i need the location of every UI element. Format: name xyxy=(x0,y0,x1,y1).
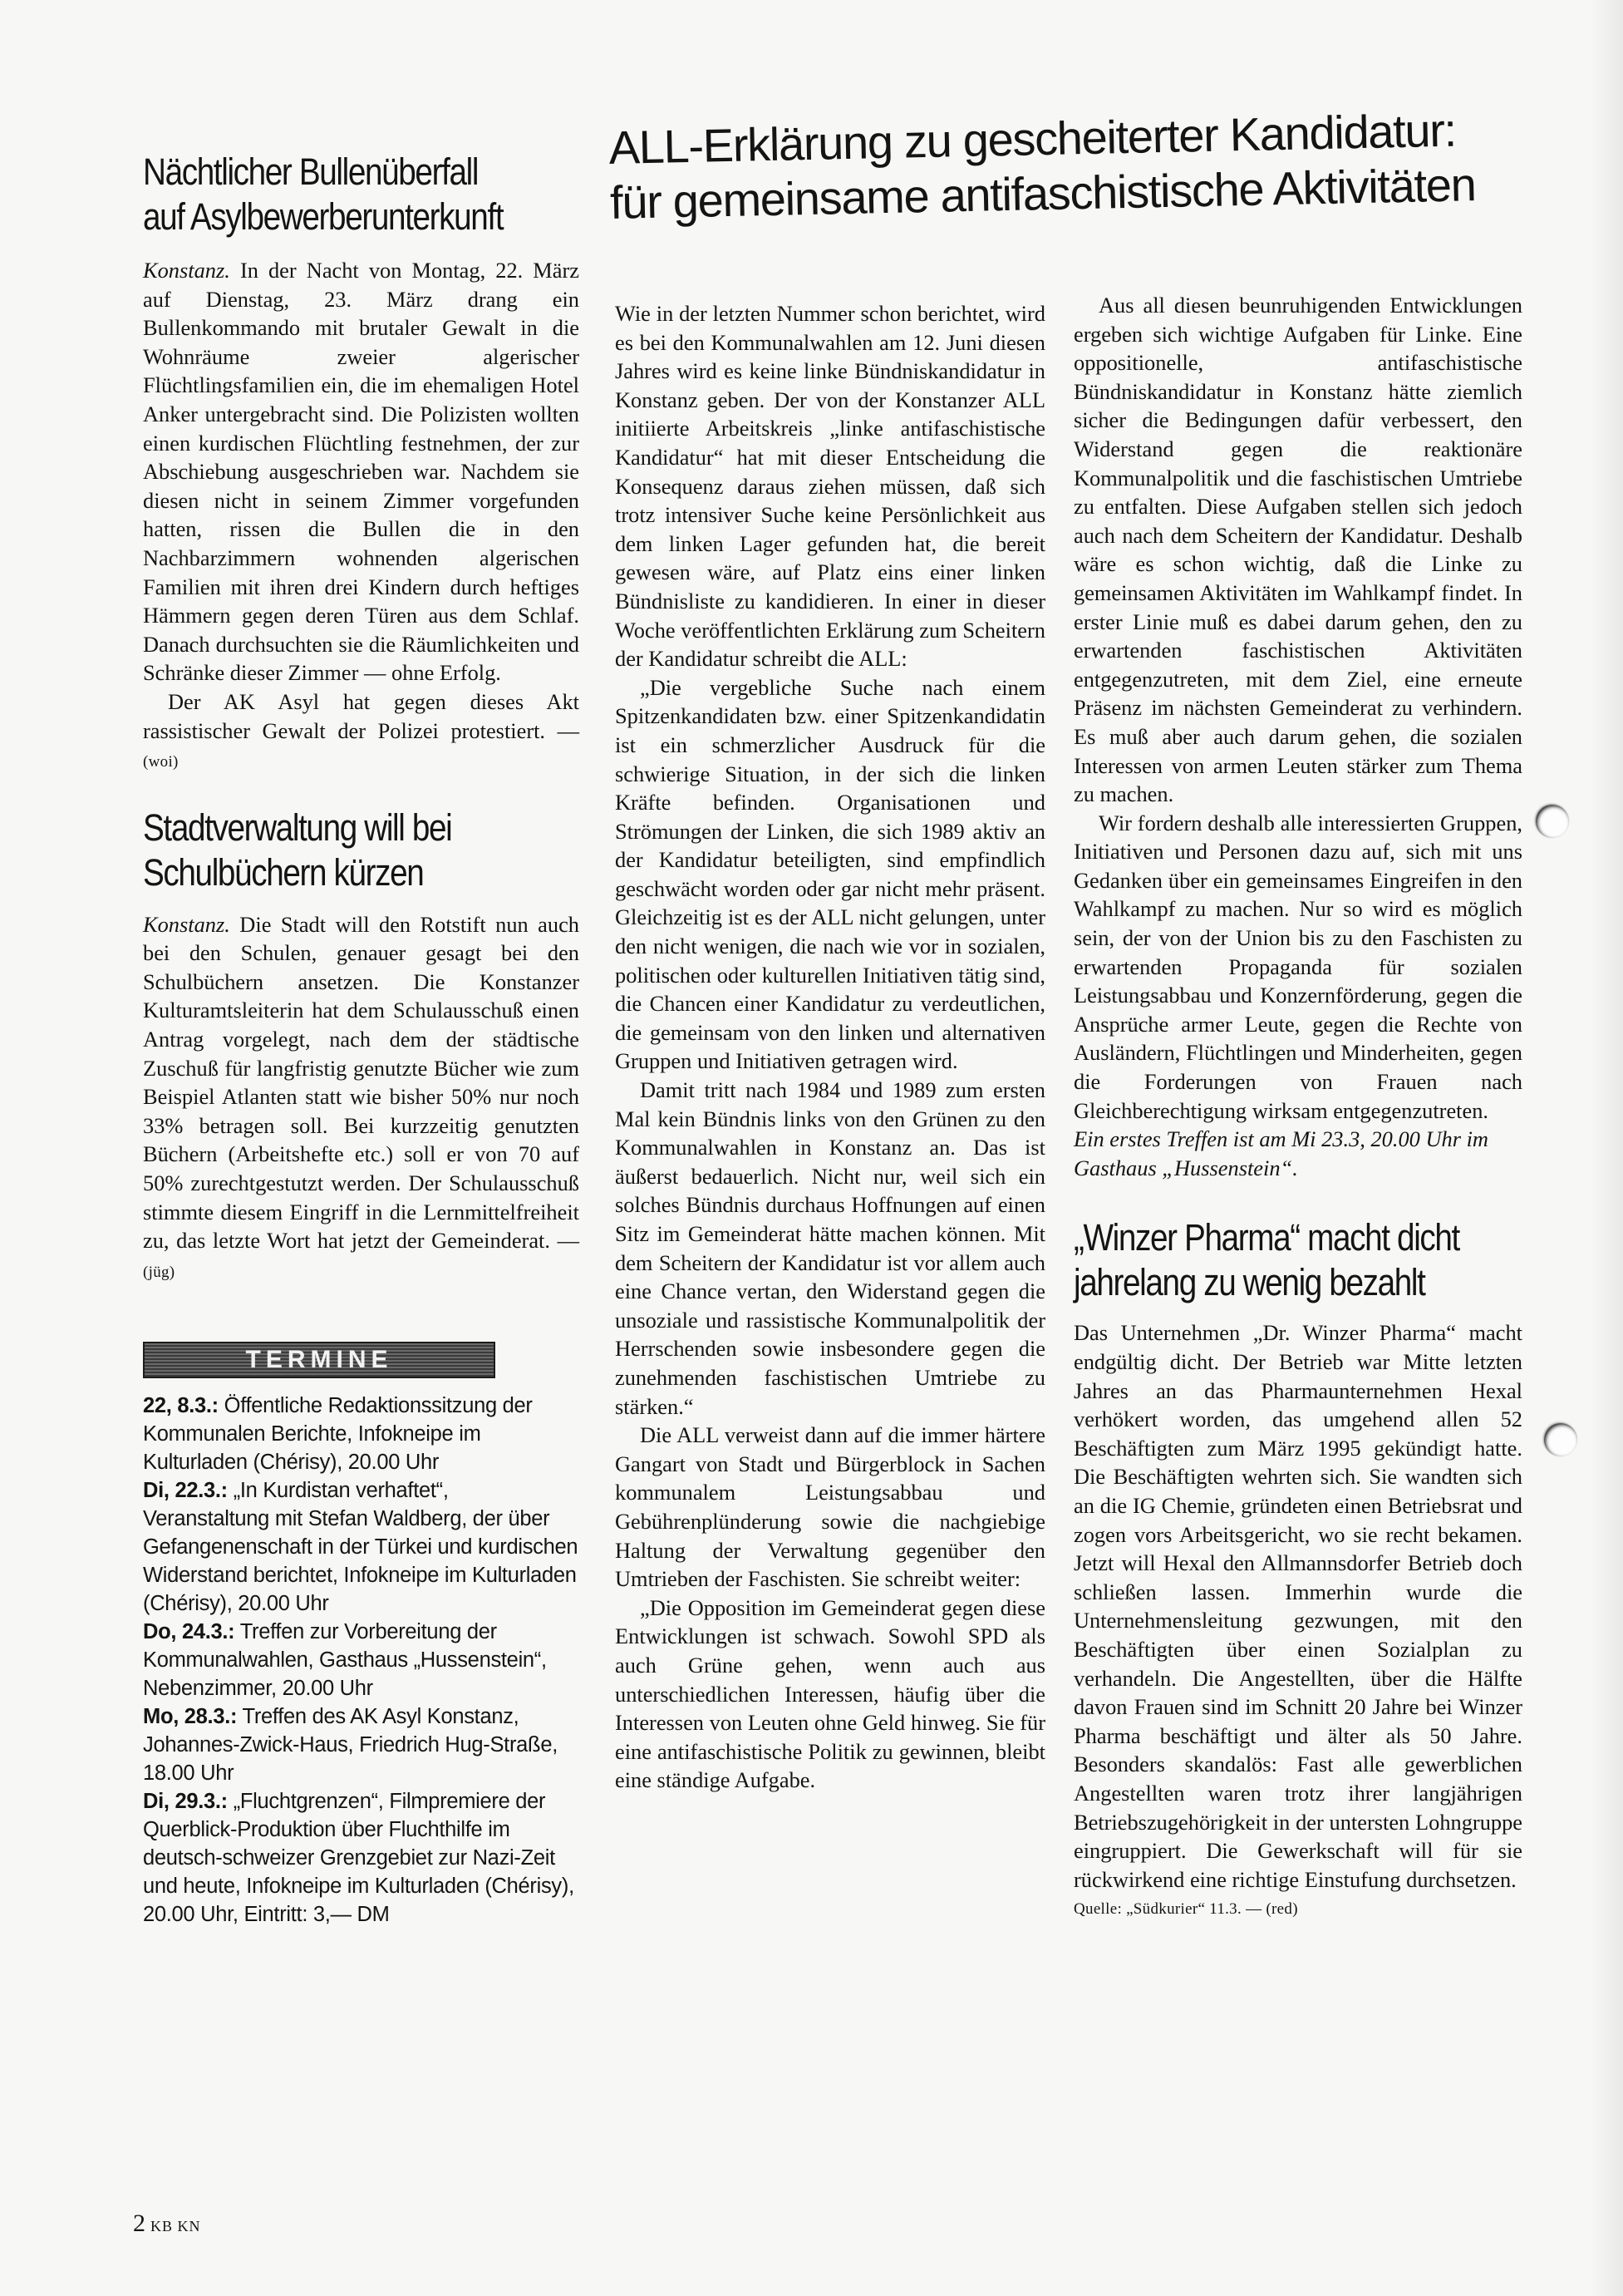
article-paragraph xyxy=(143,256,579,687)
paragraph-text: In der Nacht von Montag, 22. März auf Dienstag, 23. März drang ein Bullenkommando mit brutaler Gewalt in die Wohnräume zweier algerischer Flüchtlingsfamilien ein, die im ehemaligen Hotel Anker untergebracht sind. Die Polizisten wollten einen kurdischen Flüchtling festnehmen, der zur Abschiebung ausgeschrieben war. Nachdem sie diesen nicht in seinem Zimmer vorgefunden hatten, rissen die Bullen die in den Nachbarzimmern wohnenden algerischen Familien mit ihren drei Kindern durch heftiges Hämmern gegen deren Türen aus dem Schlaf. Danach durchsuchten sie die Räumlichkeiten und Schränke dieser Zimmer — ohne Erfolg. xyxy=(143,258,579,686)
termin-date: Do, 24.3.: xyxy=(143,1620,235,1644)
termine-section xyxy=(143,1342,579,1929)
article-winzer-pharma xyxy=(1074,1215,1522,1920)
termine-list xyxy=(143,1392,579,1929)
middle-column xyxy=(615,299,1045,1795)
right-column xyxy=(1074,291,1522,1920)
article-paragraph: Damit tritt nach 1984 und 1989 zum ersten Mal kein Bündnis links von den Grünen zu den Kommunalwahlen in Konstanz an. Das ist äußerst bedauerlich. Nicht nur, weil sich ein solches Bündnis durchaus Hoffnungen auf einen Sitz im Gemeinderat hätte machen können. Mit dem Scheitern der Kandidatur ist vor allem auch eine Chance vertan, den Widerstand gegen die unsoziale und rassistische Kommunalpolitik der Herrschenden sowie insbesondere gegen die zunehmenden faschistischen Umtriebe zu stärken.“ xyxy=(615,1077,1045,1419)
termin-text: Treffen des AK Asyl Konstanz, Johannes-Zwick-Haus, Friedrich Hug-Straße, 18.00 Uhr xyxy=(143,1705,558,1786)
termin-text: „Fluchtgrenzen“, Filmpremiere der Querblick-Produktion über Fluchthilfe im deutsch-schweizer Grenzgebiet zur Nazi-Zeit und heute, Infokneipe im Kulturladen (Chérisy), 20.00 Uhr, Eintritt: 3,— DM xyxy=(143,1790,574,1927)
article-paragraph: Die ALL verweist dann auf die immer härtere Gangart von Stadt und Bürgerblock in Sachen kommunalem Leistungsabbau und Gebührenplünderung sowie die nachgiebige Haltung der Verwaltung gegenüber den Umtrieben der Faschisten. Sie schreibt weiter: xyxy=(615,1422,1045,1592)
termine-header: TERMINE xyxy=(143,1342,495,1378)
termin-item xyxy=(143,1392,579,1476)
article-bullenueberfall xyxy=(143,150,579,777)
headline-schulbuecher xyxy=(143,806,586,895)
article-schulbuecher xyxy=(143,806,579,1288)
headline-line: auf Asylbewerberunterkunft xyxy=(143,195,504,238)
termin-text: „In Kurdistan verhaftet“, Veranstaltung mit Stefan Waldberg, der über Gefangenenschaft in der Türkei und kurdischen Widerstand berichtet, Infokneipe im Kulturladen (Chérisy), 20.00 Uhr xyxy=(143,1479,578,1616)
termin-date: Mo, 28.3.: xyxy=(143,1705,238,1729)
termin-text: Treffen zur Vorbereitung der Kommunalwahlen, Gasthaus „Hussenstein“, Nebenzimmer, 20.00 Uhr xyxy=(143,1620,547,1701)
termin-text: Öffentliche Redaktionssitzung der Kommunalen Berichte, Infokneipe im Kulturladen (Chérisy), 20.00 Uhr xyxy=(143,1394,533,1475)
headline-line: Schulbüchern kürzen xyxy=(143,850,424,894)
termin-date: Di, 22.3.: xyxy=(143,1479,228,1503)
article-paragraph: Wir fordern deshalb alle interessierten Gruppen, Initiativen und Personen dazu auf, sich mit uns Gedanken über ein gemeinsames Eingreifen in den Wahlkampf zu machen. Nur so wird es möglich sein, der von der Union bis zu den Faschisten zu erwartenden Propaganda für sozialen Leistungsabbau und Konzernförderung, gegen die Ansprüche armer Leute, gegen die Rechte von Ausländern, Flüchtlingen und Minderheiten, gegen die Forderungen von Frauen nach Gleichberechtigung wirksam entgegenzutreten. xyxy=(1074,810,1522,1123)
main-headline xyxy=(608,101,1542,230)
author-signature: (woi) xyxy=(143,753,179,771)
punch-hole xyxy=(1536,805,1569,838)
article-paragraph: Wie in der letzten Nummer schon berichtet, wird es bei den Kommunalwahlen am 12. Juni diesen Jahres wird es keine linke Bündniskandidatur in Konstanz geben. Der von der Konstanzer ALL initiierte Arbeitskreis „linke antifaschistische Kandidatur“ hat mit dieser Entscheidung die Konsequenz daraus ziehen müssen, daß sich trotz intensiver Suche keine Persönlichkeit aus dem linken Lager gefunden hat, die bereit gewesen wäre, auf Platz eins einer linken Bündnisliste zu kandidieren. In einer in dieser Woche veröffentlichten Erklärung zum Scheitern der Kandidatur schreibt die ALL: xyxy=(615,301,1045,672)
headline-line: Stadtverwaltung will bei xyxy=(143,806,452,849)
paragraph-text: Der AK Asyl hat gegen dieses Akt rassistischer Gewalt der Polizei protestiert. — xyxy=(143,688,579,743)
termin-item xyxy=(143,1476,579,1618)
termin-item xyxy=(143,1787,579,1929)
headline-line: jahrelang zu wenig bezahlt xyxy=(1074,1261,1425,1304)
punch-hole xyxy=(1544,1423,1577,1456)
headline-bullenueberfall xyxy=(143,150,586,239)
article-paragraph xyxy=(143,910,579,1288)
source-line: Quelle: „Südkurier“ 11.3. — (red) xyxy=(1074,1900,1298,1919)
termin-item xyxy=(143,1618,579,1702)
dateline: Konstanz. xyxy=(143,911,230,937)
article-paragraph: „Die vergebliche Suche nach einem Spitzenkandidaten bzw. einer Spitzenkandidatin ist ein schmerzlicher Ausdruck für die schwierige Situation, in der sich die linken Kräfte befinden. Organisationen und Strömungen der Linken, die sich 1989 aktiv an der Kandidatur beteiligten, sind empfindlich geschwächt worden oder gar nicht mehr präsent. Gleichzeitig ist es der ALL nicht gelungen, unter den nicht wenigen, die nach wie vor in sozialen, politischen oder kulturellen Initiativen tätig sind, die Chancen einer Kandidatur zu verdeutlichen, die gemeinsam von den linken und alternativen Gruppen und Initiativen getragen wird. xyxy=(615,674,1045,1074)
headline-winzer-pharma xyxy=(1074,1215,1517,1305)
page-footer xyxy=(133,2210,201,2238)
headline-line: ALL-Erklärung zu gescheiterter Kandidatur: xyxy=(608,103,1457,174)
headline-line: „Winzer Pharma“ macht dicht xyxy=(1074,1216,1459,1259)
termin-item xyxy=(143,1702,579,1787)
headline-line: für gemeinsame antifaschistische Aktivitäten xyxy=(609,158,1477,229)
dateline: Konstanz. xyxy=(143,258,230,283)
article-paragraph xyxy=(143,687,579,777)
meeting-invitation: Ein erstes Treffen ist am Mi 23.3, 20.00 Uhr im Gasthaus „Hussenstein“. xyxy=(1074,1126,1488,1180)
article-paragraph: „Die Opposition im Gemeinderat gegen diese Entwicklungen ist schwach. Sowohl SPD als auch Grüne gehen, wenn auch aus unterschiedlichen Interessen, häufig über die Interessen von Leuten ohne Geld hinweg. Sie für eine antifaschistische Politik zu gewinnen, bleibt eine ständige Aufgabe. xyxy=(615,1594,1045,1793)
publication-code: KB KN xyxy=(150,2218,201,2234)
page-number: 2 xyxy=(133,2210,145,2237)
left-column xyxy=(143,150,579,1929)
headline-line: Nächtlicher Bullenüberfall xyxy=(143,150,479,193)
author-signature: (jüg) xyxy=(143,1263,175,1281)
article-paragraph: Aus all diesen beunruhigenden Entwicklungen ergeben sich wichtige Aufgaben für Linke. Eine oppositionelle, antifaschistische Bündniskandidatur in Konstanz hätte ziemlich sicher die Bedingungen dafür verbessert, den Widerstand gegen die reaktionäre Kommunalpolitik und die faschistischen Umtriebe zu entfalten. Diese Aufgaben stellen sich jedoch auch nach dem Scheitern der Kandidatur. Deshalb wäre es schon wichtig, daß die Linke zu gemeinsamen Aktivitäten im Wahlkampf findet. In erster Linie muß es dabei darum gehen, den zu erwartenden faschistischen Aktivitäten entgegenzutreten, mit dem Ziel, eine erneute Präsenz im nächsten Gemeinderat zu verhindern. Es muß aber auch darum gehen, die sozialen Interessen von armen Leuten stärker zum Thema zu machen. xyxy=(1074,293,1522,807)
termin-date: 22, 8.3.: xyxy=(143,1394,219,1418)
page-edge-shadow xyxy=(1590,0,1623,2296)
termin-date: Di, 29.3.: xyxy=(143,1790,228,1814)
article-paragraph: Das Unternehmen „Dr. Winzer Pharma“ macht endgültig dicht. Der Betrieb war Mitte letzten Jahres an das Pharmaunternehmen Hexal verhökert worden, das umgehend allen 52 Beschäftigten zum März 1995 gekündigt hatte. Die Beschäftigten wehrten sich. Sie wandten sich an die IG Chemie, gründeten einen Betriebsrat und zogen vors Arbeitsgericht, wo sie recht bekamen. Jetzt will Hexal den Allmannsdorfer Betrieb doch schließen lassen. Immerhin wurde die Unternehmensleitung gezwungen, mit den Beschäftigten über einen Sozialplan zu verhandeln. Die Angestellten, über die Hälfte davon Frauen sind im Schnitt 20 Jahre bei Winzer Pharma beschäftigt und älter als 50 Jahre. Besonders skandalös: Fast alle gewerblichen Angestellten waren trotz ihrer langjährigen Betriebszugehörigkeit in der untersten Lohngruppe eingruppiert. Die Gewerkschaft will für sie rückwirkend eine richtige Einstufung durchsetzen. xyxy=(1074,1320,1522,1892)
paragraph-text: Die Stadt will den Rotstift nun auch bei den Schulen, genauer gesagt bei den Schulbüchern ansetzen. Die Konstanzer Kulturamtsleiterin hat dem Schulausschuß einen Antrag vorgelegt, nach dem der städtische Zuschuß für langfristig genutzte Bücher wie zum Beispiel Atlanten statt wie bisher 50% nur noch 33% betragen soll. Bei kurzzeitig genutzten Büchern (Arbeitshefte etc.) soll er von 70 auf 50% zurechtgestutzt werden. Der Schulausschuß stimmte diesem Eingriff in die Lernmittelfreiheit zu, das letzte Wort hat jetzt der Gemeinderat. — xyxy=(143,911,579,1254)
